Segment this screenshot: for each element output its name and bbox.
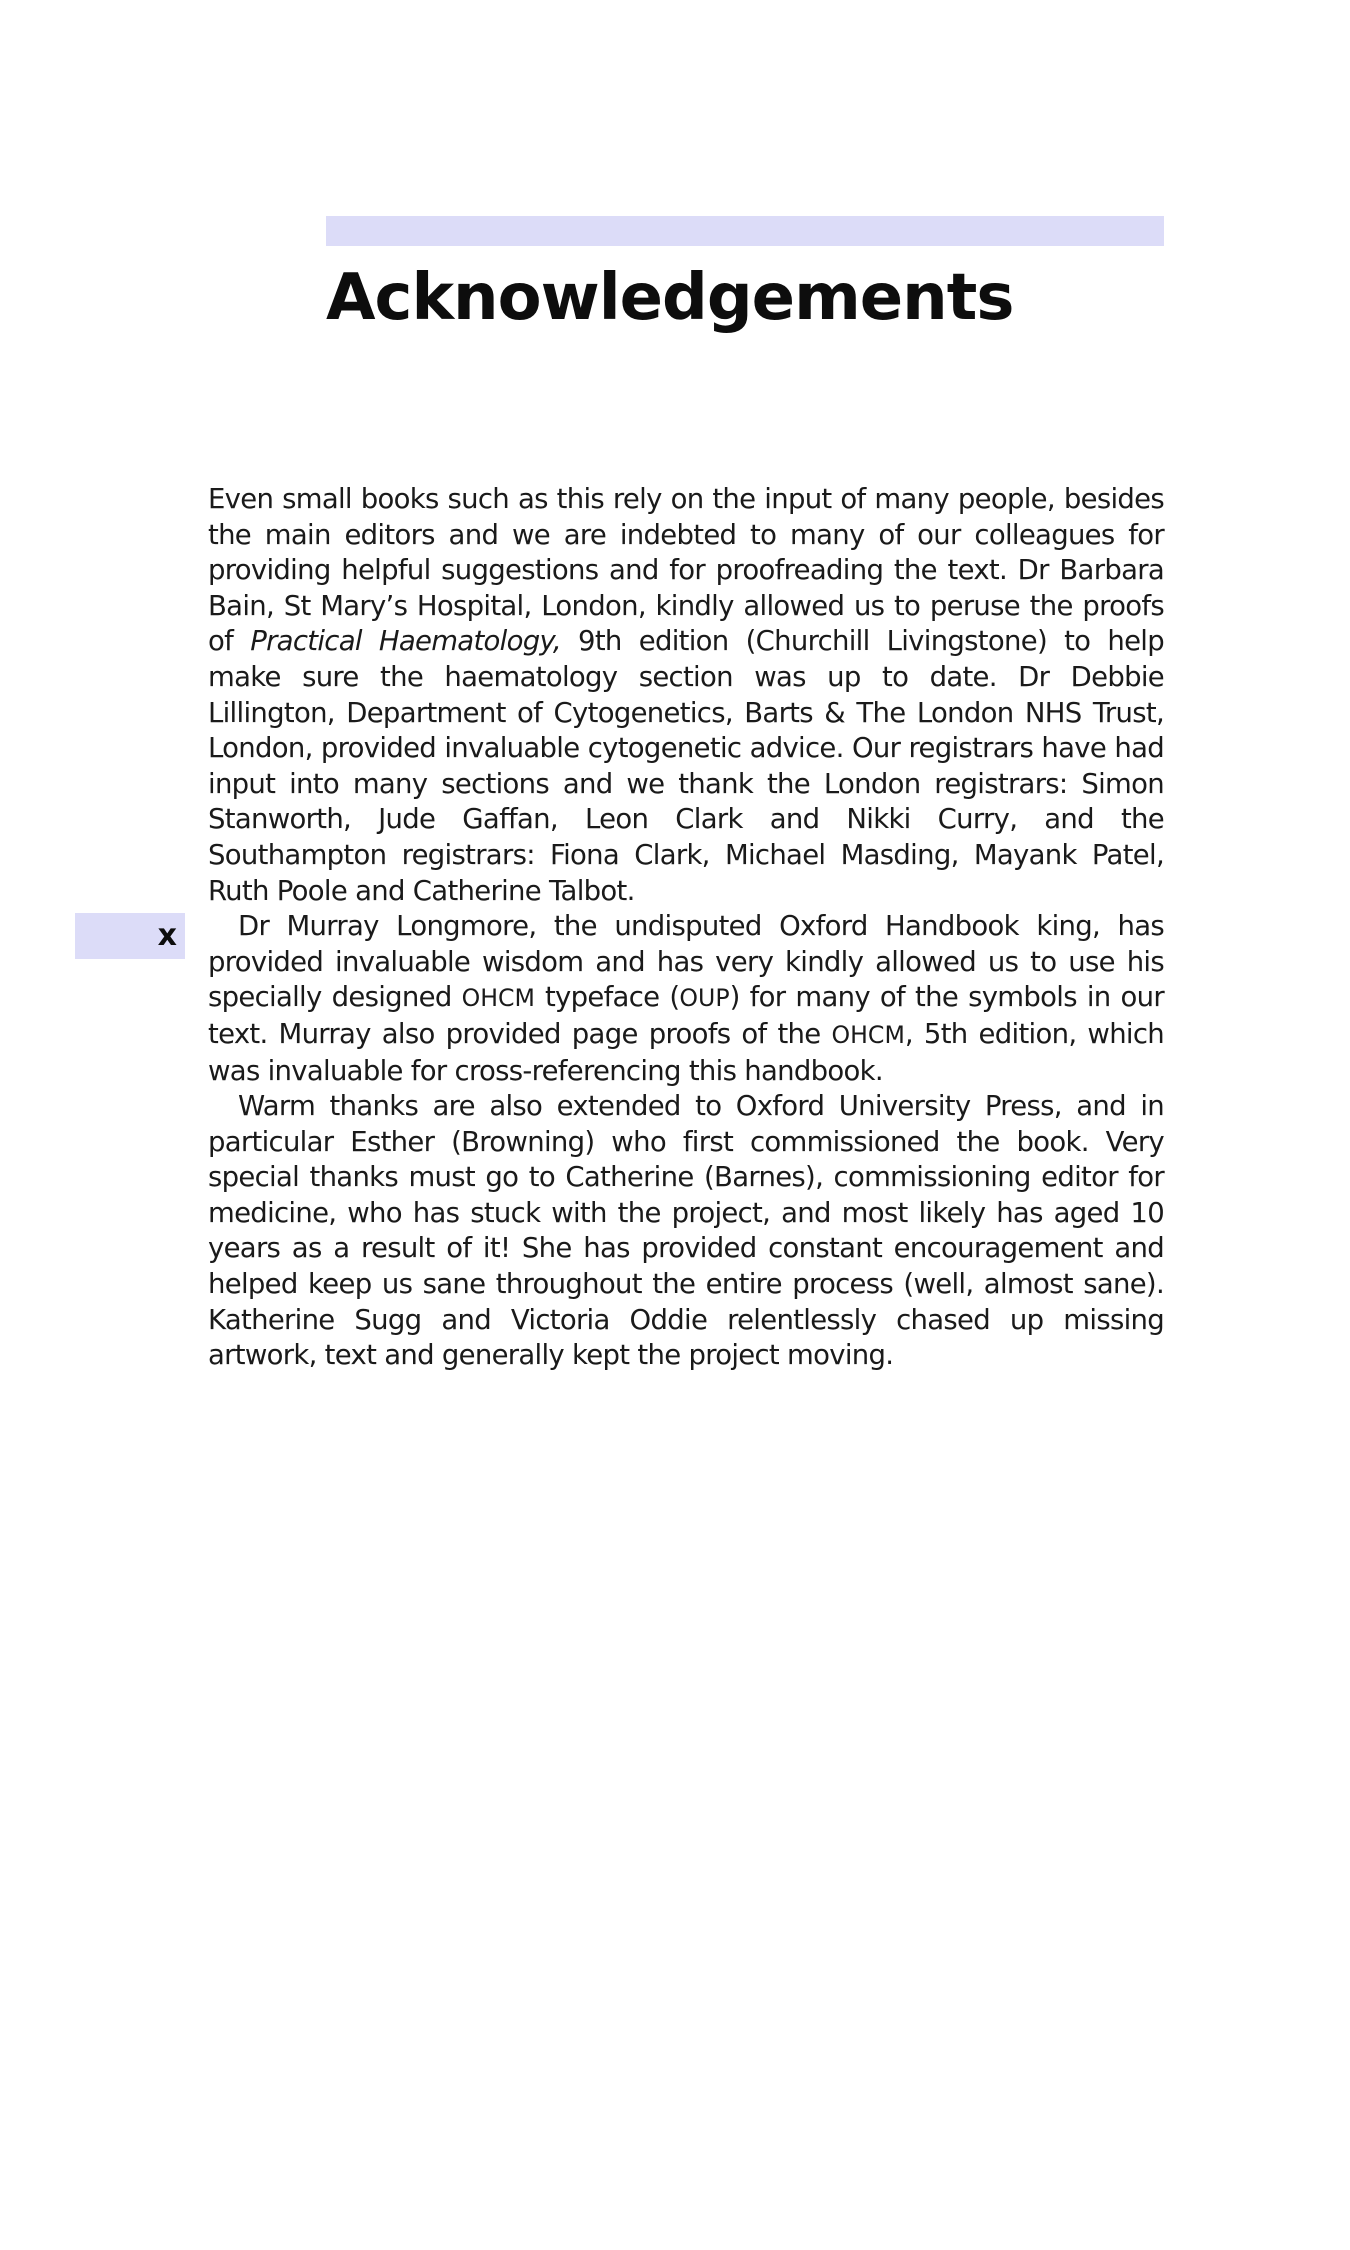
paragraph-2 xyxy=(208,909,1164,1089)
paragraph-2-text-c: ) for many of the symbols in our text. Murray also provided page proofs of the xyxy=(208,981,1165,1050)
body-text xyxy=(208,482,1164,1374)
paragraph-1-text-a: Even small books such as this rely on the input of many people, besides the main editors and we are indebted to many of our colleagues for providing helpful suggestions and for proofreading the text. Dr Barbara Bain, St Mary’s Hospital, London, kindly allowed us to peruse the proofs of xyxy=(208,483,1164,658)
folio-tab xyxy=(75,913,185,959)
title-accent-bar xyxy=(326,216,1164,246)
paragraph-2-text-a: Dr Murray Longmore, the undisputed Oxford Handbook king, has provided invaluable wisdom and has very kindly allowed us to use his specially designed xyxy=(208,910,1164,1014)
paragraph-3: Warm thanks are also extended to Oxford University Press, and in particular Esther (Browning) who first commissioned the book. Very special thanks must go to Catherine (Barnes), commissioning editor for medicine, who has stuck with the project, and most likely has aged 10 years as a result of it! She has provided constant encouragement and helped keep us sane throughout the entire process (well, almost sane). Katherine Sugg and Victoria Oddie relentlessly chased up missing artwork, text and generally kept the project moving. xyxy=(208,1090,1164,1372)
page-number: x xyxy=(157,918,177,953)
paragraph-2-text-d: , 5th edition, which was invaluable for cross-referencing this handbook. xyxy=(208,1017,1165,1087)
book-title-italic: Practical Haematology, xyxy=(250,625,561,658)
paragraph-1-text-b: 9th edition (Churchill Livingstone) to help make sure the haematology section was up to date. Dr Debbie Lillington, Department of Cytogenetics, Barts & The London NHS Trust, London, provided invaluable cytogenetic advice. Our registrars have had input into many sections and we thank the London registrars: Simon Stanworth, Jude Gaffan, Leon Clark and Nikki Curry, and the Southampton registrars: Fiona Clark, Michael Masding, Mayank Patel, Ruth Poole and Catherine Talbot. xyxy=(208,625,1164,907)
ohcm-small-caps-2: OHCM xyxy=(831,1020,905,1049)
page-title: Acknowledgements xyxy=(326,261,1014,335)
oup-small-caps: OUP xyxy=(679,984,730,1013)
paragraph-2-text-b: typeface ( xyxy=(534,981,680,1014)
paragraph-1 xyxy=(208,482,1164,909)
ohcm-small-caps: OHCM xyxy=(461,984,535,1013)
